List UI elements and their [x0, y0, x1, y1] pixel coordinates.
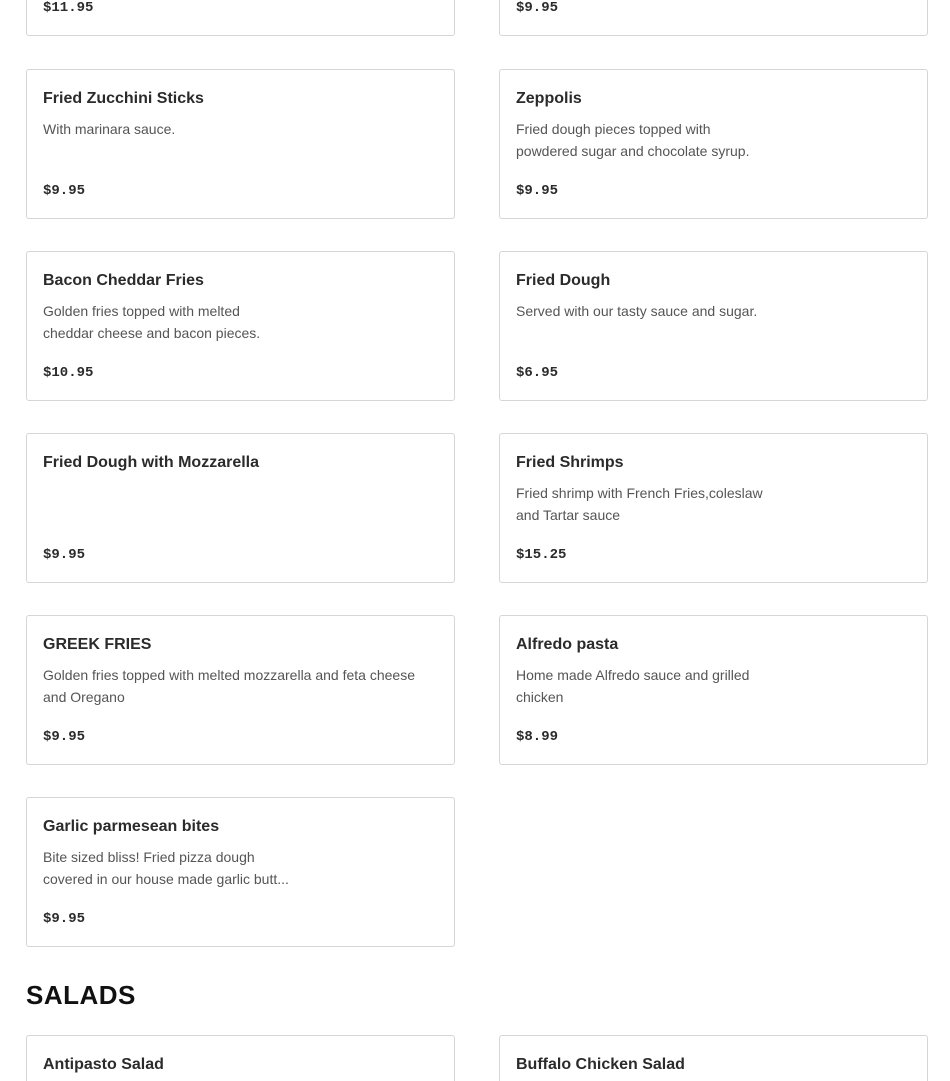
item-price: $8.99: [516, 729, 559, 745]
item-title: Fried Shrimps: [516, 454, 624, 471]
item-price: $9.95: [43, 729, 86, 745]
menu-item-card[interactable]: [26, 1035, 455, 1081]
section-title-salads: SALADS: [26, 980, 136, 1010]
item-title: Bacon Cheddar Fries: [43, 272, 204, 289]
item-title: Alfredo pasta: [516, 636, 619, 653]
item-title: Fried Dough: [516, 272, 611, 289]
item-price: $15.25: [516, 547, 567, 563]
menu-item-card[interactable]: [26, 797, 455, 947]
item-description: Bite sized bliss! Fried pizza dough covered in our house made garlic butt...: [43, 849, 289, 887]
menu-item-card[interactable]: [26, 615, 455, 765]
item-title: Fried Dough with Mozzarella: [43, 454, 260, 471]
item-title: Zeppolis: [516, 90, 582, 107]
item-price: $10.95: [43, 365, 94, 381]
item-description: Fried dough pieces topped with powdered sugar and chocolate syrup.: [516, 121, 750, 159]
item-description: Golden fries topped with melted mozzarella and feta cheese and Oregano: [43, 667, 415, 705]
item-price: $11.95: [43, 0, 94, 16]
item-description: Golden fries topped with melted cheddar cheese and bacon pieces.: [43, 303, 261, 341]
item-title: Antipasto Salad: [43, 1056, 164, 1073]
item-description: Served with our tasty sauce and sugar.: [516, 303, 758, 319]
item-price: $9.95: [43, 547, 86, 563]
menu-item-card[interactable]: [499, 251, 928, 401]
item-description: With marinara sauce.: [43, 121, 176, 137]
menu-item-card[interactable]: [499, 69, 928, 219]
item-price: $9.95: [516, 0, 559, 16]
menu-item-card[interactable]: [499, 0, 928, 36]
item-price: $9.95: [43, 911, 86, 927]
item-title: GREEK FRIES: [43, 636, 152, 653]
menu-item-card[interactable]: [499, 615, 928, 765]
menu-item-card[interactable]: [499, 433, 928, 583]
menu-item-card[interactable]: [26, 251, 455, 401]
menu-item-card[interactable]: [26, 433, 455, 583]
item-title: Buffalo Chicken Salad: [516, 1056, 685, 1073]
item-title: Fried Zucchini Sticks: [43, 90, 204, 107]
menu-item-card[interactable]: [499, 1035, 928, 1081]
item-description: Home made Alfredo sauce and grilled chicken: [516, 667, 750, 705]
menu-item-card[interactable]: [26, 69, 455, 219]
item-price: $6.95: [516, 365, 559, 381]
menu-item-card[interactable]: [26, 0, 455, 36]
item-price: $9.95: [516, 183, 559, 199]
item-title: Garlic parmesean bites: [43, 818, 220, 835]
item-price: $9.95: [43, 183, 86, 199]
item-description: Fried shrimp with French Fries,coleslaw and Tartar sauce: [516, 485, 763, 523]
